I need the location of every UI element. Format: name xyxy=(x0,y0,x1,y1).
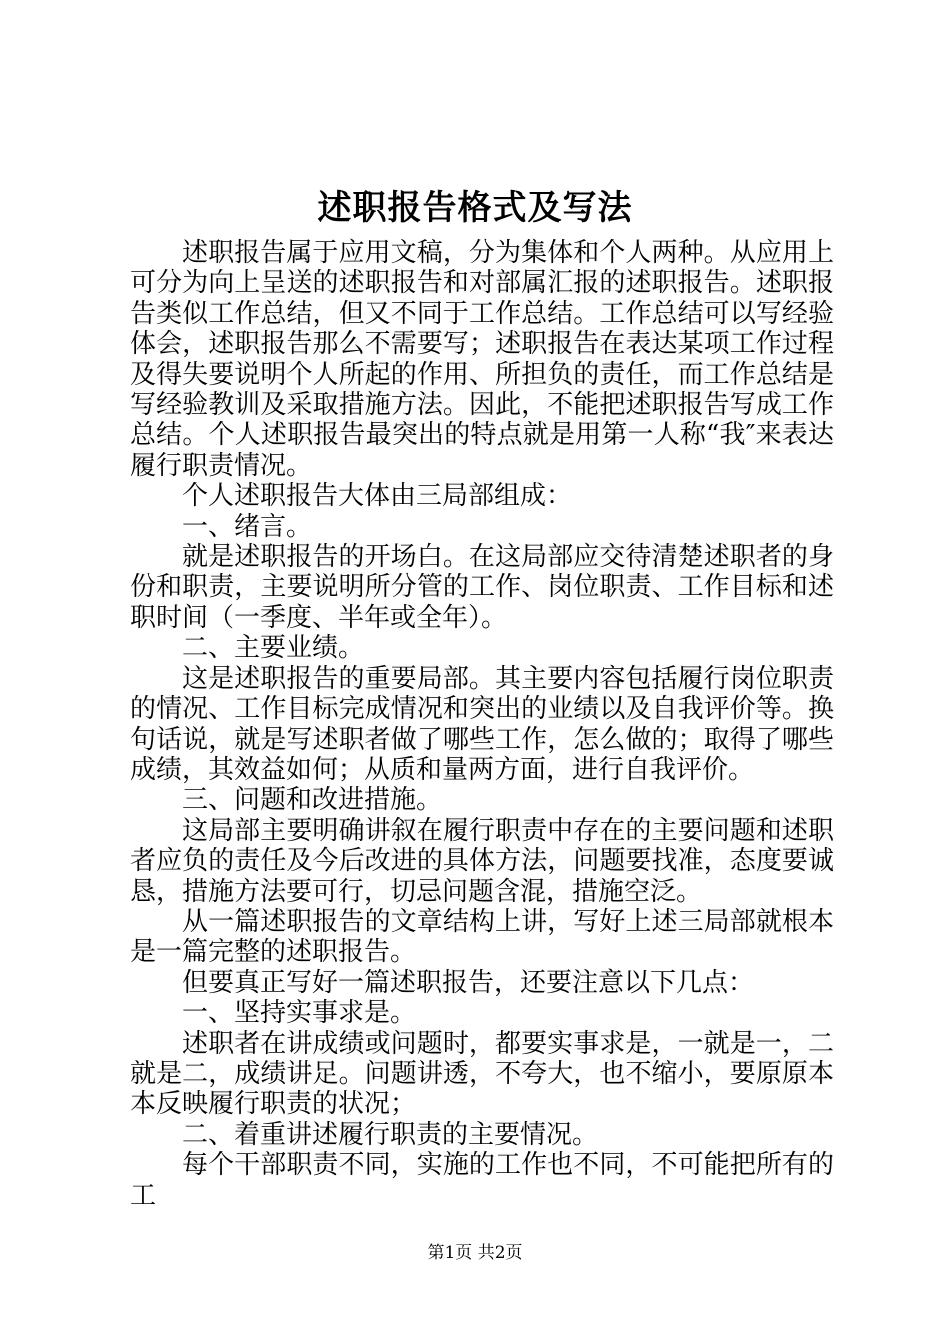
paragraph: 述职者在讲成绩或问题时，都要实事求是，一就是一，二就是二，成绩讲足。问题讲透，不夸大，也不缩小，要原原本本反映履行职责的状况； xyxy=(130,1028,834,1120)
page-footer: 第1页 共2页 xyxy=(427,1243,523,1263)
paragraph: 述职报告属于应用文稿，分为集体和个人两种。从应用上可分为向上呈送的述职报告和对部属汇报的述职报告。述职报告类似工作总结，但又不同于工作总结。工作总结可以写经验体会，述职报告那么不需要写；述职报告在表达某项工作过程及得失要说明个人所起的作用、所担负的责任，而工作总结是写经验教训及采取措施方法。因此，不能把述职报告写成工作总结。个人述职报告最突出的特点就是用第一人称“我″来表达履行职责情况。 xyxy=(130,238,834,481)
paragraph: 这是述职报告的重要局部。其主要内容包括履行岗位职责的情况、工作目标完成情况和突出的业绩以及自我评价等。换句话说，就是写述职者做了哪些工作，怎么做的；取得了哪些成绩，其效益如何；从质和量两方面，进行自我评价。 xyxy=(130,663,834,785)
section-heading: 三、问题和改进措施。 xyxy=(182,785,443,816)
paragraph: 个人述职报告大体由三局部组成： xyxy=(182,481,573,512)
document-body xyxy=(130,238,834,1211)
section-heading: 二、主要业绩。 xyxy=(182,633,365,664)
paragraph: 每个干部职责不同，实施的工作也不同，不可能把所有的工 xyxy=(130,1150,834,1211)
paragraph: 这局部主要明确讲叙在履行职责中存在的主要问题和述职者应负的责任及今后改进的具体方法，问题要找准，态度要诚恳，措施方法要可行，切忌问题含混，措施空泛。 xyxy=(130,815,834,907)
document-title: 述职报告格式及写法 xyxy=(317,188,633,228)
paragraph: 但要真正写好一篇述职报告，还要注意以下几点： xyxy=(182,967,755,998)
paragraph: 就是述职报告的开场白。在这局部应交待清楚述职者的身份和职责，主要说明所分管的工作、岗位职责、工作目标和述职时间（一季度、半年或全年）。 xyxy=(130,542,834,633)
paragraph: 从一篇述职报告的文章结构上讲，写好上述三局部就根本是一篇完整的述职报告。 xyxy=(130,906,834,968)
section-heading: 二、着重讲述履行职责的主要情况。 xyxy=(182,1119,599,1150)
section-heading: 一、坚持实事求是。 xyxy=(182,998,417,1029)
section-heading: 一、绪言。 xyxy=(182,511,313,542)
